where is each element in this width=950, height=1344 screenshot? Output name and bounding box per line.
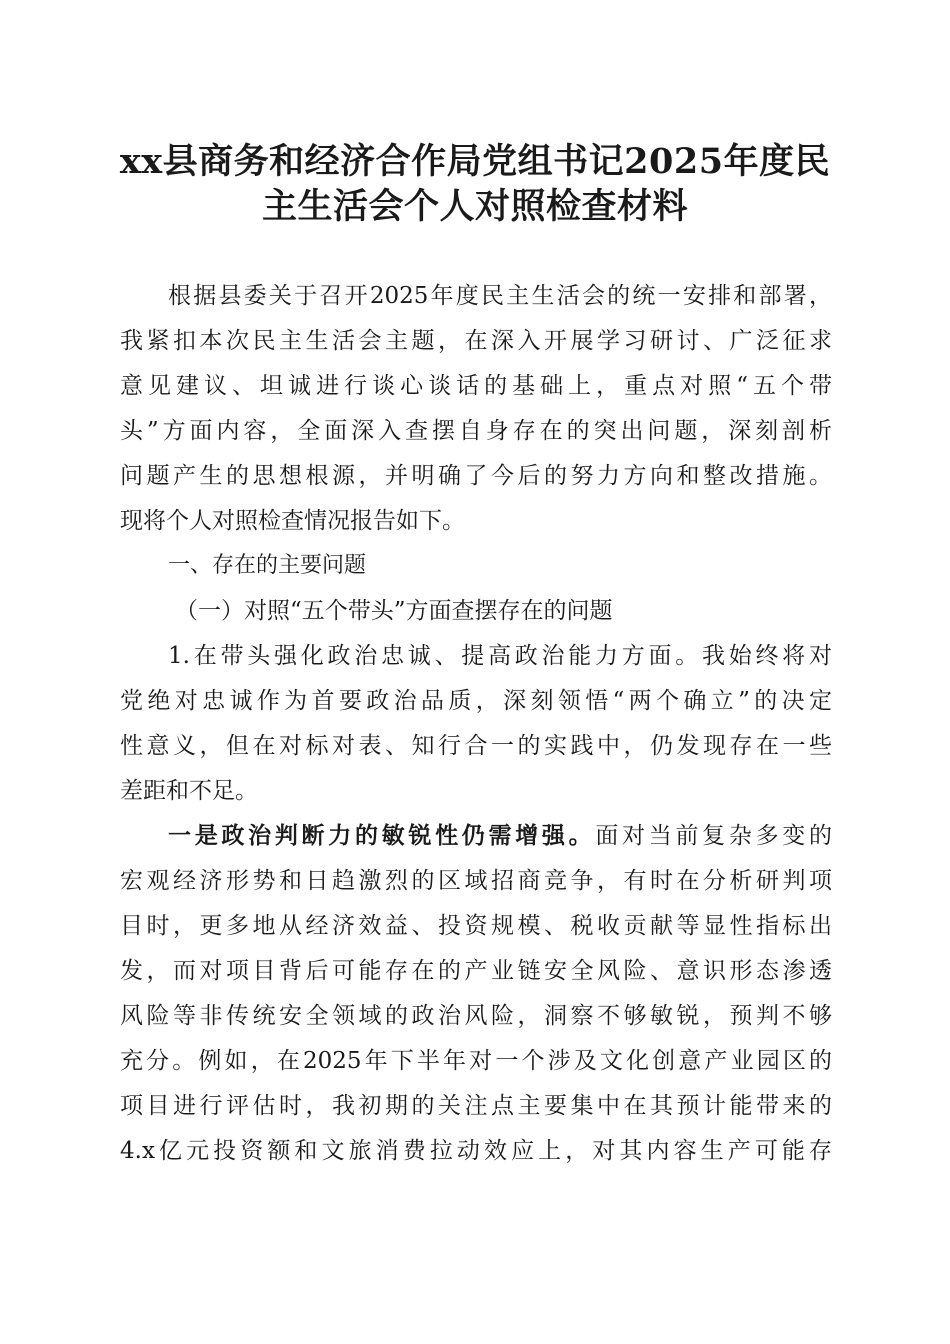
point1a-line-7: 项目进行评估时，我初期的关注点主要集中在其预计能带来的 <box>120 1093 832 1119</box>
point1a-line-6: 充分。例如，在2025年下半年对一个涉及文化创意产业园区的 <box>120 1048 832 1074</box>
point1-line-2: 党绝对忠诚作为首要政治品质，深刻领悟“两个确立”的决定 <box>120 688 832 714</box>
intro-line-3: 意见建议、坦诚进行谈心谈话的基础上，重点对照“五个带 <box>120 373 832 399</box>
intro-line-2: 我紧扣本次民主生活会主题，在深入开展学习研讨、广泛征求 <box>120 328 832 354</box>
point1a-lead: 一是政治判断力的敏锐性仍需增强。 <box>168 822 596 849</box>
point1a-line-4: 发，而对项目背后可能存在的产业链安全风险、意识形态渗透 <box>120 958 832 984</box>
point1-line-4: 差距和不足。 <box>120 778 258 804</box>
subsection-heading-1: （一）对照“五个带头”方面查摆存在的问题 <box>175 598 613 624</box>
point1a-first-rest: 面对当前复杂多变的 <box>595 823 832 849</box>
point1a-line-2: 宏观经济形势和日趋激烈的区域招商竞争，有时在分析研判项 <box>120 868 832 894</box>
intro-line-6: 现将个人对照检查情况报告如下。 <box>120 508 465 534</box>
point1-line-1: 1.在带头强化政治忠诚、提高政治能力方面。我始终将对 <box>168 643 832 669</box>
point1a-line-3: 目时，更多地从经济效益、投资规模、税收贡献等显性指标出 <box>120 913 832 939</box>
point1-line-3: 性意义，但在对标对表、知行合一的实践中，仍发现存在一些 <box>120 733 832 759</box>
intro-line-5: 问题产生的思想根源，并明确了今后的努力方向和整改措施。 <box>120 463 832 489</box>
document-title-line-2: 主生活会个人对照检查材料 <box>261 186 688 227</box>
point1a-line-1 <box>168 816 832 856</box>
point1a-line-5: 风险等非传统安全领域的政治风险，洞察不够敏锐，预判不够 <box>120 1003 832 1029</box>
point1a-line-8: 4.x亿元投资额和文旅消费拉动效应上，对其内容生产可能存 <box>120 1138 832 1164</box>
section-heading-1: 一、存在的主要问题 <box>168 553 367 578</box>
document-title-line-1: xx县商务和经济合作局党组书记2025年度民 <box>119 141 831 182</box>
intro-line-1: 根据县委关于召开2025年度民主生活会的统一安排和部署， <box>168 283 832 309</box>
intro-line-4: 头”方面内容，全面深入查摆自身存在的突出问题，深刻剖析 <box>120 418 832 444</box>
